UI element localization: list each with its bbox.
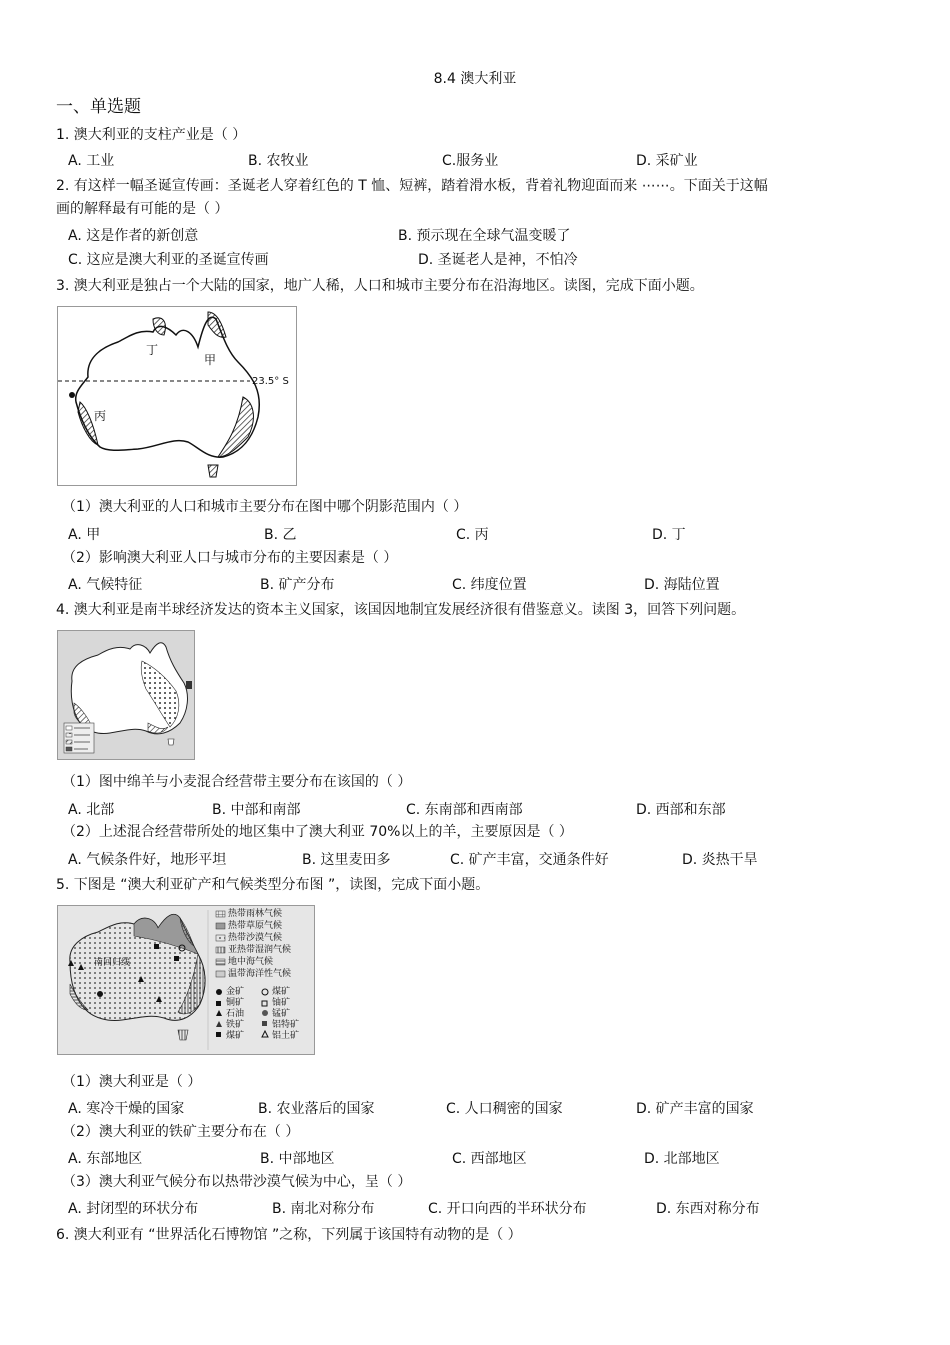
q1-option-c: C.服务业 bbox=[442, 153, 499, 169]
legend-mineral-uranium: 铀矿 bbox=[272, 998, 291, 1008]
legend-mineral-copper: 铜矿 bbox=[226, 998, 245, 1008]
q3-sub1-option-d: D. 丁 bbox=[652, 527, 686, 543]
q4-sub2-option-d: D. 炎热干旱 bbox=[682, 852, 758, 868]
q4-sub1-stem: （1）图中绵羊与小麦混合经营带主要分布在该国的（ ） bbox=[62, 774, 412, 790]
question-6-stem: 6. 澳大利亚有 “世界活化石博物馆 ”之称，下列属于该国特有动物的是（ ） bbox=[56, 1227, 522, 1243]
q3-sub1-option-c: C. 丙 bbox=[456, 527, 489, 543]
q3-sub2-option-b: B. 矿产分布 bbox=[260, 577, 335, 593]
question-2-stem-line1: 2. 有这样一幅圣诞宣传画：圣诞老人穿着红色的 T 恤、短裤，踏着滑水板，背着礼物迎面而来 ⋯⋯。下面关于这幅 bbox=[56, 178, 768, 194]
q4-sub2-option-c: C. 矿产丰富，交通条件好 bbox=[450, 852, 609, 868]
q4-sub1-option-b: B. 中部和南部 bbox=[212, 802, 301, 818]
q4-sub1-option-d: D. 西部和东部 bbox=[636, 802, 726, 818]
q4-sub1-option-c: C. 东南部和西南部 bbox=[406, 802, 523, 818]
q3-sub2-option-d: D. 海陆位置 bbox=[644, 577, 720, 593]
q4-sub1-option-a: A. 北部 bbox=[68, 802, 115, 818]
section-heading: 一、单选题 bbox=[56, 97, 141, 117]
legend-mineral-gold: 金矿 bbox=[226, 987, 245, 997]
agriculture-map-graphic bbox=[58, 631, 194, 759]
legend-climate-5: 地中海气候 bbox=[228, 957, 274, 967]
map-label-ding: 丁 bbox=[146, 343, 159, 357]
q5-sub2-option-c: C. 西部地区 bbox=[452, 1151, 527, 1167]
q3-sub1-option-a: A. 甲 bbox=[68, 527, 101, 543]
q3-sub2-option-c: C. 纬度位置 bbox=[452, 577, 527, 593]
legend-climate-3: 热带沙漠气候 bbox=[228, 933, 283, 943]
q5-sub2-option-d: D. 北部地区 bbox=[644, 1151, 720, 1167]
q5-sub1-option-b: B. 农业落后的国家 bbox=[258, 1101, 375, 1117]
question-5-stem: 5. 下图是 “澳大利亚矿产和气候类型分布图 ”，读图，完成下面小题。 bbox=[56, 877, 490, 893]
q2-option-c: C. 这应是澳大利亚的圣诞宣传画 bbox=[68, 252, 269, 268]
q2-option-d: D. 圣诞老人是神，不怕冷 bbox=[418, 252, 578, 268]
q3-sub1-option-b: B. 乙 bbox=[264, 527, 297, 543]
q5-sub3-option-d: D. 东西对称分布 bbox=[656, 1201, 760, 1217]
australia-mineral-climate-map bbox=[57, 905, 315, 1055]
q2-option-b: B. 预示现在全球气温变暖了 bbox=[398, 228, 571, 244]
q3-sub2-stem: （2）影响澳大利亚人口与城市分布的主要因素是（ ） bbox=[62, 550, 398, 566]
map-label-jia: 甲 bbox=[204, 353, 217, 367]
q5-sub2-option-a: A. 东部地区 bbox=[68, 1151, 143, 1167]
legend-climate-2: 热带草原气候 bbox=[228, 921, 283, 931]
q4-sub2-option-b: B. 这里麦田多 bbox=[302, 852, 391, 868]
q4-sub2-option-a: A. 气候条件好，地形平坦 bbox=[68, 852, 227, 868]
q5-sub2-stem: （2）澳大利亚的铁矿主要分布在（ ） bbox=[62, 1124, 300, 1140]
australia-agriculture-map bbox=[57, 630, 195, 760]
legend-mineral-iron: 铁矿 bbox=[226, 1020, 245, 1030]
q1-option-d: D. 采矿业 bbox=[636, 153, 698, 169]
q5-sub3-stem: （3）澳大利亚气候分布以热带沙漠气候为中心，呈（ ） bbox=[62, 1174, 412, 1190]
map-label-tropic-of-capricorn: 南回归线 bbox=[94, 958, 131, 968]
legend-climate-6: 温带海洋性气候 bbox=[228, 969, 292, 979]
question-1-stem: 1. 澳大利亚的支柱产业是（ ） bbox=[56, 127, 247, 143]
australia-outline-map bbox=[58, 307, 296, 485]
q5-sub1-option-a: A. 寒冷干燥的国家 bbox=[68, 1101, 185, 1117]
legend-mineral-aluminum-special: 铝特矿 bbox=[272, 1020, 300, 1030]
question-2-stem-line2: 画的解释最有可能的是（ ） bbox=[56, 201, 229, 217]
q3-sub2-option-a: A. 气候特征 bbox=[68, 577, 143, 593]
q5-sub3-option-b: B. 南北对称分布 bbox=[272, 1201, 375, 1217]
australia-population-map bbox=[57, 306, 297, 486]
legend-mineral-oil: 石油 bbox=[226, 1009, 245, 1019]
legend-climate-4: 亚热带湿润气候 bbox=[228, 945, 292, 955]
map-label-tropic: 23.5° S bbox=[252, 376, 289, 387]
legend-climate-1: 热带雨林气候 bbox=[228, 909, 283, 919]
legend-mineral-bauxite: 铝土矿 bbox=[272, 1031, 300, 1041]
question-3-stem: 3. 澳大利亚是独占一个大陆的国家，地广人稀，人口和城市主要分布在沿海地区。读图，完成下面小题。 bbox=[56, 278, 704, 294]
legend-mineral-manganese: 锰矿 bbox=[272, 1009, 291, 1019]
q1-option-b: B. 农牧业 bbox=[248, 153, 309, 169]
q5-sub3-option-c: C. 开口向西的半环状分布 bbox=[428, 1201, 587, 1217]
q2-option-a: A. 这是作者的新创意 bbox=[68, 228, 199, 244]
document-title: 8.4 澳大利亚 bbox=[433, 71, 517, 87]
q5-sub2-option-b: B. 中部地区 bbox=[260, 1151, 335, 1167]
q3-sub1-stem: （1）澳大利亚的人口和城市主要分布在图中哪个阴影范围内（ ） bbox=[62, 499, 468, 515]
question-4-stem: 4. 澳大利亚是南半球经济发达的资本主义国家，该国因地制宜发展经济很有借鉴意义。读图 3，回答下列问题。 bbox=[56, 602, 746, 618]
q1-option-a: A. 工业 bbox=[68, 153, 115, 169]
q5-sub1-option-d: D. 矿产丰富的国家 bbox=[636, 1101, 754, 1117]
legend-mineral-coal: 煤矿 bbox=[226, 1031, 245, 1041]
q4-sub2-stem: （2）上述混合经营带所处的地区集中了澳大利亚 70%以上的羊，主要原因是（ ） bbox=[62, 824, 573, 840]
map-label-bing: 丙 bbox=[94, 409, 107, 423]
legend-mineral-coal-2: 煤矿 bbox=[272, 987, 291, 997]
q5-sub1-option-c: C. 人口稠密的国家 bbox=[446, 1101, 563, 1117]
q5-sub1-stem: （1）澳大利亚是（ ） bbox=[62, 1074, 202, 1090]
q5-sub3-option-a: A. 封闭型的环状分布 bbox=[68, 1201, 199, 1217]
